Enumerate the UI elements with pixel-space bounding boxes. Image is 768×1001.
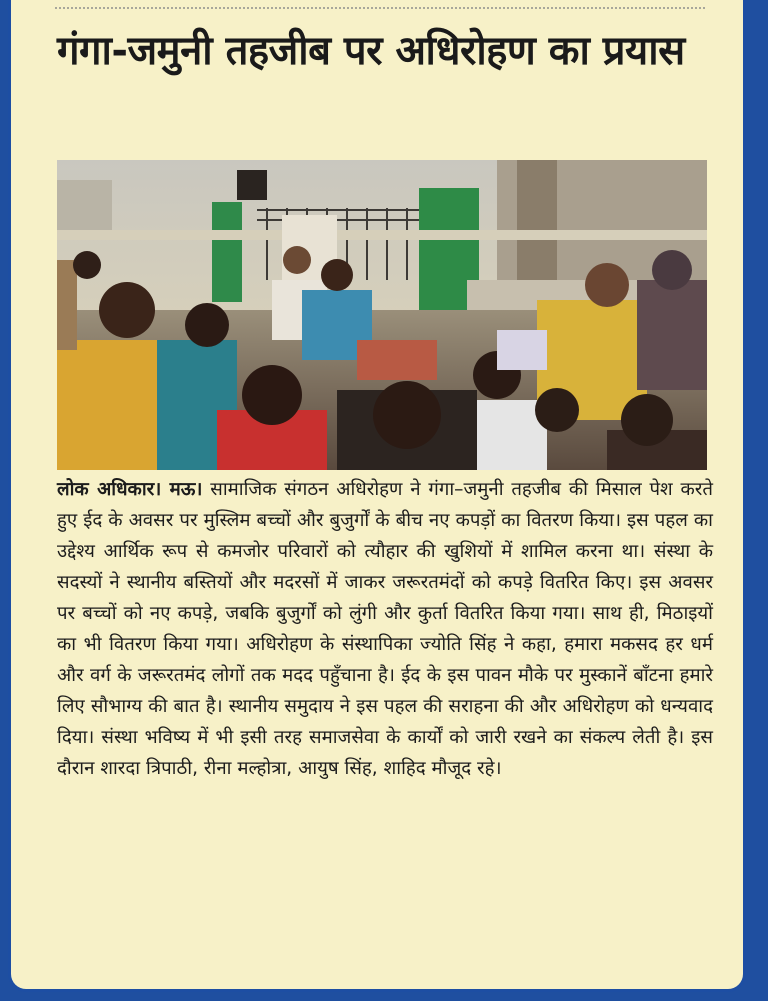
news-photo [57, 160, 707, 470]
dateline: लोक अधिकार। मऊ। [57, 479, 203, 500]
article-body [57, 474, 713, 784]
cut-top-edge [55, 0, 705, 9]
headline: गंगा-जमुनी तहजीब पर अधिरोहण का प्रयास [57, 28, 685, 74]
newspaper-clipping [8, 0, 746, 992]
article-text: सामाजिक संगठन अधिरोहण ने गंगा–जमुनी तहजीब की मिसाल पेश करते हुए ईद के अवसर पर मुस्लिम बच्चों और बुजुर्गों के बीच नए कपड़ों का वितरण किया। इस पहल का उद्देश्य आर्थिक रूप से कमजोर परिवारों को त्यौहार की खुशियों में शामिल करना था। संस्था के सदस्यों ने स्थानीय बस्तियों और मदरसों में जाकर जरूरतमंदों को कपड़े वितरित किए। इस अवसर पर बच्चों को नए कपड़े, जबकि बुजुर्गों को लुंगी और कुर्ता वितरित किया गया। साथ ही, मिठाइयों का भी वितरण किया गया। अधिरोहण के संस्थापिका ज्योति सिंह ने कहा, हमारा मकसद हर धर्म और वर्ग के जरूरतमंद लोगों तक मदद पहुँचाना है। ईद के इस पावन मौके पर मुस्कानें बाँटना हमारे लिए सौभाग्य की बात है। स्थानीय समुदाय ने इस पहल की सराहना की और अधिरोहण को धन्यवाद दिया। संस्था भविष्य में भी इसी तरह समाजसेवा के कार्यों को जारी रखने का संकल्प लेती है। इस दौरान शारदा त्रिपाठी, रीना मल्होत्रा, आयुष सिंह, शाहिद मौजूद रहे। [57, 479, 714, 779]
